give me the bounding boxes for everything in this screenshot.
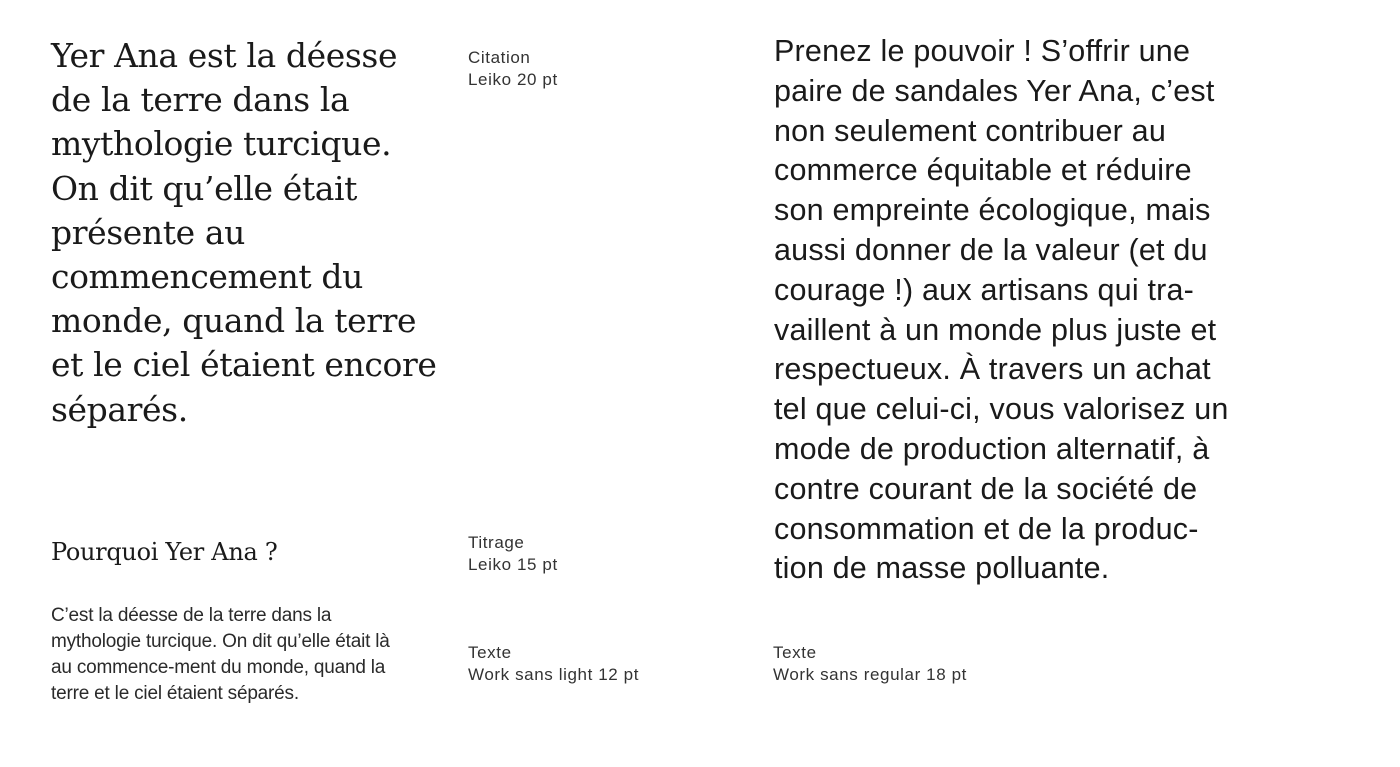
spec-citation-detail: Leiko 20 pt: [468, 70, 558, 89]
spec-titrage: [468, 532, 558, 576]
big-text-line: tion de masse polluante.: [774, 551, 1110, 586]
spec-citation: [468, 47, 558, 91]
big-text-line: vaillent à un monde plus juste et: [774, 312, 1217, 347]
spec-titrage-label: Titrage: [468, 533, 525, 552]
titrage-sample: Pourquoi Yer Ana ?: [51, 538, 278, 566]
spec-texte-small-label: Texte: [468, 643, 512, 662]
spec-citation-label: Citation: [468, 48, 531, 67]
big-text-line: Prenez le pouvoir ! S’offrir une: [774, 34, 1191, 68]
spec-texte-small-detail: Work sans light 12 pt: [468, 665, 640, 684]
big-text-line: respectueux. À travers un achat: [774, 352, 1211, 387]
big-text-line: contre courant de la société de: [774, 471, 1198, 506]
spec-titrage-detail: Leiko 15 pt: [468, 555, 558, 574]
big-text-line: son empreinte écologique, mais: [774, 193, 1211, 228]
small-text-sample: C’est la déesse de la terre dans la mythologie turcique. On dit qu’elle était là au commence-ment du monde, quand la terre et le ciel étaient séparés.: [51, 605, 390, 704]
big-text-line: paire de sandales Yer Ana, c’est: [774, 73, 1215, 108]
spec-texte-small: [468, 642, 639, 686]
big-text-line: tel que celui-ci, vous valorisez un: [774, 392, 1229, 427]
spec-texte-big-detail: Work sans regular 18 pt: [773, 665, 967, 684]
big-text-sample: [774, 32, 1344, 589]
big-text-line: courage !) aux artisans qui tra-: [774, 272, 1195, 307]
big-text-line: mode de production alternatif, à: [774, 431, 1210, 466]
big-text-line: aussi donner de la valeur (et du: [774, 232, 1208, 267]
spec-texte-big-label: Texte: [773, 643, 817, 662]
big-text-line: consommation et de la produc-: [774, 511, 1199, 546]
citation-sample: Yer Ana est la déesse de la terre dans la mythologie turcique. On dit qu’elle était présente au commencement du monde, quand la terre et le ciel étaient encore séparés.: [51, 36, 437, 429]
spec-texte-big: [773, 642, 967, 686]
big-text-line: non seulement contribuer au: [774, 113, 1166, 148]
big-text-line: commerce équitable et réduire: [774, 153, 1192, 188]
